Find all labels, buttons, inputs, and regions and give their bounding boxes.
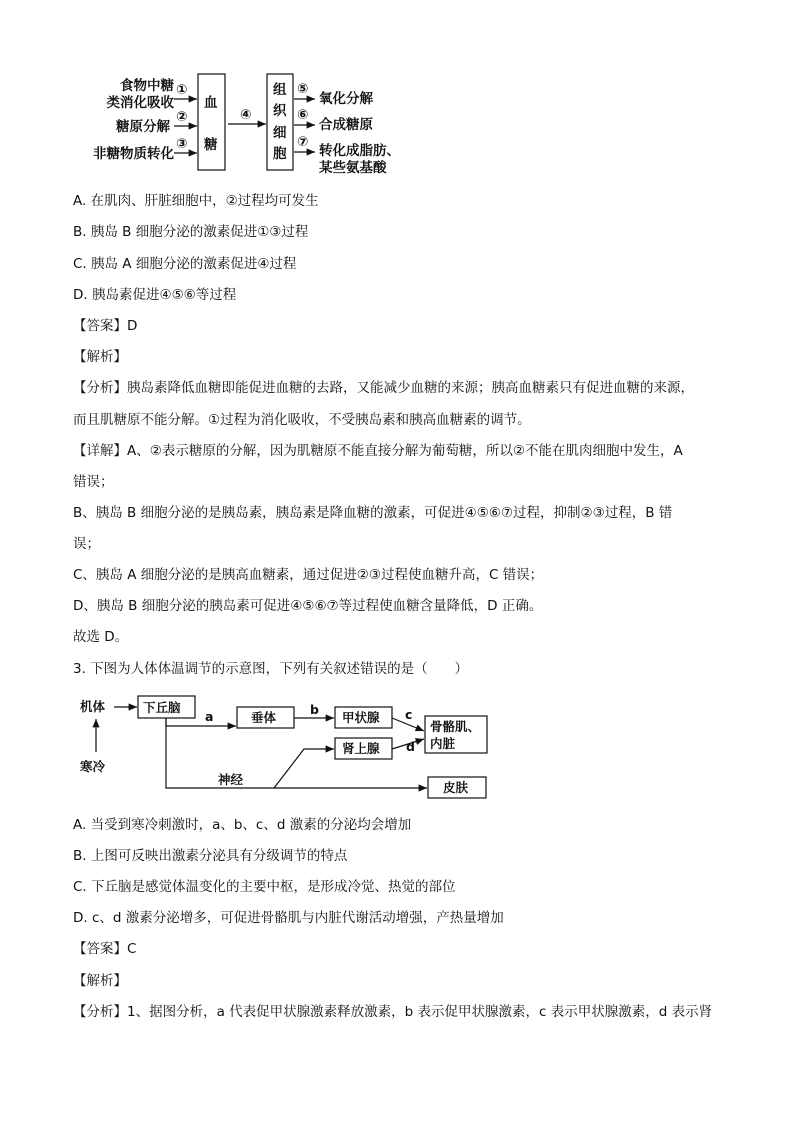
label-b: b <box>310 702 319 717</box>
output-text-2: 合成糖原 <box>319 117 373 133</box>
q2-answer: 【答案】D <box>73 318 138 334</box>
q2-analysis-line-5: B、胰岛 B 细胞分泌的是胰岛素，胰岛素是降血糖的激素，可促进④⑤⑥⑦过程，抑制②③过程，B 错 <box>73 505 673 521</box>
blood-char-2: 糖 <box>204 137 218 153</box>
tissue-char-3: 细 <box>273 125 287 141</box>
organism-label: 机体 <box>80 699 106 714</box>
output-text-1: 氧化分解 <box>319 91 373 107</box>
blood-glucose-box <box>198 74 225 170</box>
label-a: a <box>205 709 214 724</box>
q3-analysis-title: 【解析】 <box>73 973 127 989</box>
output-text-3: 转化成脂肪、 <box>319 143 400 159</box>
q3-option-b: B. 上图可反映出激素分泌具有分级调节的特点 <box>73 848 348 864</box>
input-text-4: 非糖物质转化 <box>93 146 174 162</box>
num-1: ① <box>176 82 188 98</box>
input-text-2: 类消化吸收 <box>106 95 174 111</box>
cold-label: 寒冷 <box>80 759 106 774</box>
q2-analysis-line-3: 【详解】A、②表示糖原的分解，因为肌糖原不能直接分解为葡萄糖，所以②不能在肌肉细胞中发生，A <box>73 443 683 459</box>
pituitary-label: 垂体 <box>251 710 277 725</box>
q2-analysis-line-6: 误； <box>73 536 100 552</box>
num-2: ② <box>176 109 188 125</box>
q2-option-c: C. 胰岛 A 细胞分泌的激素促进④过程 <box>73 256 297 272</box>
q2-analysis-line-8: D、胰岛 B 细胞分泌的胰岛素可促进④⑤⑥⑦等过程使血糖含量降低，D 正确。 <box>73 598 543 614</box>
q3-stem: 3. 下图为人体体温调节的示意图，下列有关叙述错误的是（ ） <box>73 661 469 677</box>
blood-glucose-diagram <box>0 0 794 180</box>
q2-analysis-line-2: 而且肌糖原不能分解。①过程为消化吸收，不受胰岛素和胰高血糖素的调节。 <box>73 412 531 428</box>
q3-option-a: A. 当受到寒冷刺激时，a、b、c、d 激素的分泌均会增加 <box>73 817 412 833</box>
blood-char-1: 血 <box>204 95 218 111</box>
hypothalamus-label: 下丘脑 <box>143 700 181 715</box>
nerve-label: 神经 <box>218 772 244 787</box>
q2-analysis-line-4: 错误； <box>73 474 114 490</box>
tissue-char-4: 胞 <box>273 146 287 162</box>
thermoregulation-diagram <box>0 688 794 808</box>
num-3: ③ <box>176 136 188 152</box>
output-text-4: 某些氨基酸 <box>319 160 387 176</box>
q2-analysis-line-9: 故选 D。 <box>73 629 129 645</box>
label-c: c <box>405 707 413 722</box>
muscle-label-1: 骨骼肌、 <box>430 719 481 734</box>
arrow-a <box>166 718 236 726</box>
q3-analysis-line-1: 【分析】1、据图分析，a 代表促甲状腺激素释放激素，b 表示促甲状腺激素，c 表示甲状腺激素，d 表示肾 <box>73 1004 713 1020</box>
skin-label: 皮肤 <box>443 780 469 795</box>
tissue-char-1: 组 <box>273 82 287 98</box>
thyroid-label: 甲状腺 <box>342 710 380 725</box>
q3-option-c: C. 下丘脑是感觉体温变化的主要中枢，是形成冷觉、热觉的部位 <box>73 879 456 895</box>
arrow-nerve-adrenal <box>274 749 334 788</box>
q2-option-b: B. 胰岛 B 细胞分泌的激素促进①③过程 <box>73 224 309 240</box>
num-4: ④ <box>240 107 252 123</box>
num-5: ⑤ <box>297 81 309 97</box>
q2-analysis-title: 【解析】 <box>73 349 127 365</box>
label-d: d <box>406 739 415 754</box>
input-text-1: 食物中糖 <box>120 78 174 94</box>
q2-analysis-line-7: C、胰岛 A 细胞分泌的是胰高血糖素，通过促进②③过程使血糖升高，C 错误； <box>73 567 544 583</box>
input-text-3: 糖原分解 <box>116 119 170 135</box>
num-7: ⑦ <box>297 134 309 150</box>
tissue-char-2: 织 <box>273 103 287 119</box>
q3-answer: 【答案】C <box>73 941 137 957</box>
q3-option-d: D. c、d 激素分泌增多，可促进骨骼肌与内脏代谢活动增强，产热量增加 <box>73 910 504 926</box>
adrenal-label: 肾上腺 <box>342 741 380 756</box>
q2-analysis-line-1: 【分析】胰岛素降低血糖即能促进血糖的去路，又能减少血糖的来源；胰高血糖素只有促进血糖的来源， <box>73 380 694 396</box>
q2-option-d: D. 胰岛素促进④⑤⑥等过程 <box>73 287 237 303</box>
muscle-label-2: 内脏 <box>430 736 456 751</box>
num-6: ⑥ <box>297 107 309 123</box>
q2-option-a: A. 在肌肉、肝脏细胞中，②过程均可发生 <box>73 193 319 209</box>
